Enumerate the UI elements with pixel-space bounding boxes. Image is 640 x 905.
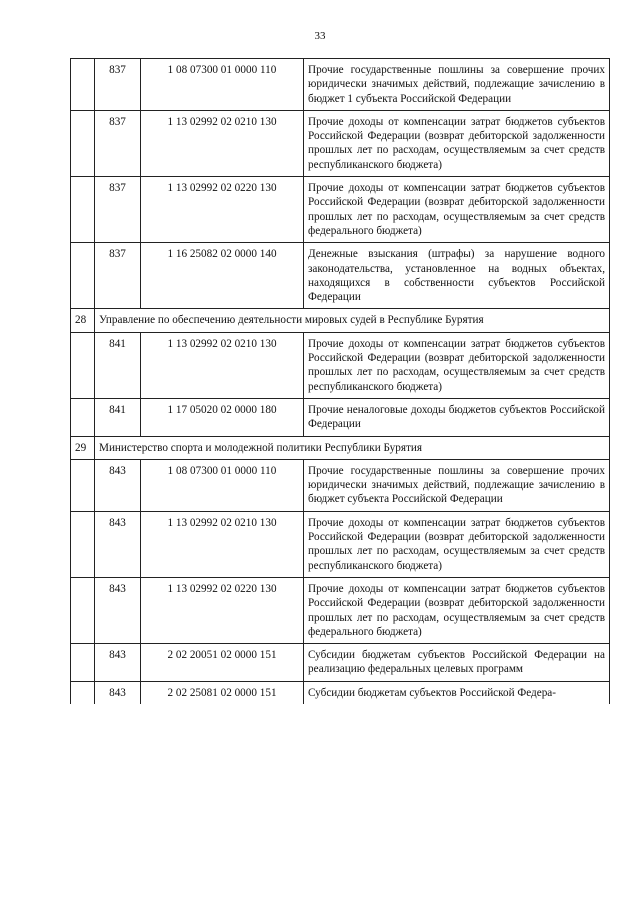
revenue-description: Прочие доходы от компенсации затрат бюджетов субъектов Российской Федерации (возврат дебиторской задолженности прошлых лет по расходам, осуществляемым за счет средств республиканского бюджета)	[304, 511, 610, 577]
revenue-description: Прочие доходы от компенсации затрат бюджетов субъектов Российской Федерации (возврат дебиторской задолженности прошлых лет по расходам, осуществляемым за счет средств федерального бюджета)	[304, 577, 610, 643]
administrator-code: 843	[95, 459, 141, 511]
number-cell	[71, 459, 95, 511]
table-row	[71, 398, 610, 436]
administrator-code: 843	[95, 577, 141, 643]
revenue-code: 2 02 25081 02 0000 151	[141, 681, 304, 704]
table-row	[71, 577, 610, 643]
revenue-code: 1 08 07300 01 0000 110	[141, 59, 304, 111]
table-row	[71, 681, 610, 704]
revenue-description: Прочие доходы от компенсации затрат бюджетов субъектов Российской Федерации (возврат дебиторской задолженности прошлых лет по расходам, осуществляемым за счет средств республиканского бюджета)	[304, 110, 610, 176]
table-row	[71, 459, 610, 511]
revenue-description: Субсидии бюджетам субъектов Российской Федера-	[304, 681, 610, 704]
group-number: 29	[71, 436, 95, 459]
table-row	[71, 644, 610, 682]
group-number: 28	[71, 309, 95, 332]
revenue-code: 1 17 05020 02 0000 180	[141, 398, 304, 436]
administrator-code: 843	[95, 681, 141, 704]
group-title: Министерство спорта и молодежной политики Республики Бурятия	[95, 436, 610, 459]
table-row	[71, 332, 610, 398]
revenue-description: Денежные взыскания (штрафы) за нарушение водного законодательства, установленное на водных объектах, находящихся в собственности субъектов Российской Федерации	[304, 243, 610, 309]
number-cell	[71, 243, 95, 309]
table-body	[71, 59, 610, 704]
administrator-code: 837	[95, 59, 141, 111]
revenue-description: Субсидии бюджетам субъектов Российской Федерации на реализацию федеральных целевых программ	[304, 644, 610, 682]
group-header-row	[71, 309, 610, 332]
administrator-code: 841	[95, 398, 141, 436]
table-row	[71, 243, 610, 309]
revenue-code: 1 13 02992 02 0210 130	[141, 332, 304, 398]
table-row	[71, 177, 610, 243]
revenue-code: 1 16 25082 02 0000 140	[141, 243, 304, 309]
revenue-code: 1 13 02992 02 0210 130	[141, 511, 304, 577]
number-cell	[71, 398, 95, 436]
number-cell	[71, 577, 95, 643]
administrator-code: 837	[95, 177, 141, 243]
group-header-row	[71, 436, 610, 459]
table-row	[71, 110, 610, 176]
revenue-code: 1 13 02992 02 0210 130	[141, 110, 304, 176]
revenue-description: Прочие доходы от компенсации затрат бюджетов субъектов Российской Федерации (возврат дебиторской задолженности прошлых лет по расходам, осуществляемым за счет средств республиканского бюджета)	[304, 332, 610, 398]
revenue-codes-table	[70, 58, 610, 704]
administrator-code: 841	[95, 332, 141, 398]
administrator-code: 843	[95, 644, 141, 682]
revenue-description: Прочие неналоговые доходы бюджетов субъектов Российской Федерации	[304, 398, 610, 436]
table-row	[71, 59, 610, 111]
revenue-code: 2 02 20051 02 0000 151	[141, 644, 304, 682]
number-cell	[71, 681, 95, 704]
number-cell	[71, 332, 95, 398]
number-cell	[71, 59, 95, 111]
revenue-code: 1 13 02992 02 0220 130	[141, 577, 304, 643]
number-cell	[71, 177, 95, 243]
revenue-description: Прочие государственные пошлины за совершение прочих юридически значимых действий, подлежащие зачислению в бюджет субъекта Российской Федерации	[304, 459, 610, 511]
revenue-description: Прочие доходы от компенсации затрат бюджетов субъектов Российской Федерации (возврат дебиторской задолженности прошлых лет по расходам, осуществляемым за счет средств федерального бюджета)	[304, 177, 610, 243]
table-row	[71, 511, 610, 577]
administrator-code: 843	[95, 511, 141, 577]
administrator-code: 837	[95, 110, 141, 176]
revenue-code: 1 08 07300 01 0000 110	[141, 459, 304, 511]
revenue-description: Прочие государственные пошлины за совершение прочих юридически значимых действий, подлежащие зачислению в бюджет 1 субъекта Российской Федерации	[304, 59, 610, 111]
page-number: 33	[314, 30, 326, 42]
revenue-code: 1 13 02992 02 0220 130	[141, 177, 304, 243]
number-cell	[71, 644, 95, 682]
group-title: Управление по обеспечению деятельности мировых судей в Республике Бурятия	[95, 309, 610, 332]
number-cell	[71, 511, 95, 577]
number-cell	[71, 110, 95, 176]
administrator-code: 837	[95, 243, 141, 309]
